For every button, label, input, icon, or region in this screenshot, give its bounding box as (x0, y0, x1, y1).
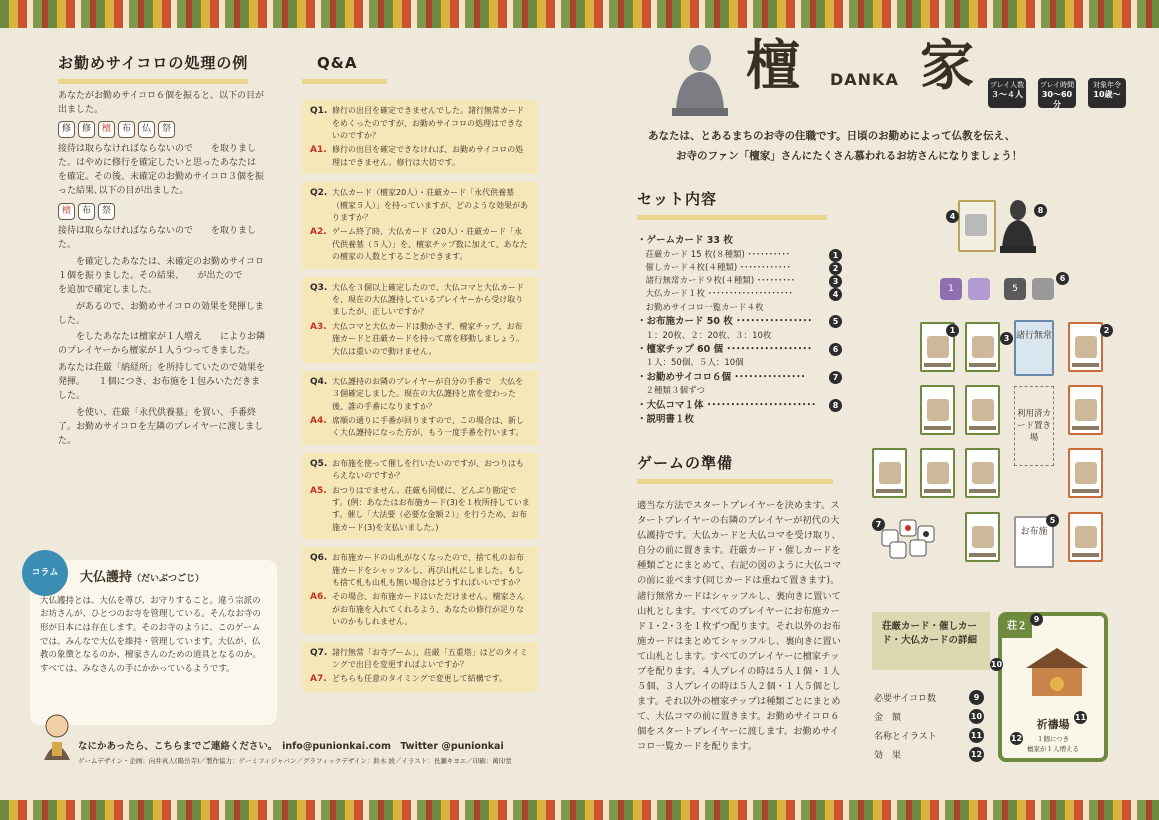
title-char-2: 家 (920, 33, 974, 97)
dice-example-p4: を確定したあなたは、未確定のお勤めサイコロ１個を振りました。その結果、 が出たので を追加で確定しました。 (58, 256, 265, 295)
info-badge-value: 10歳〜 (1093, 89, 1121, 99)
detail-row-label: 金 額 (874, 713, 902, 723)
info-badge (1038, 78, 1076, 108)
column-badge: コラム (22, 550, 68, 596)
set-item-text: １人：50個、５人：10個 (637, 358, 744, 369)
set-item-text: 催しカード４枚(４種類) ････････････ (637, 263, 791, 274)
question-text: 修行の出目を確定できませんでした。諸行無常カードをめくったのですが、お勤めサイコロの処理はできないのですか？ (332, 106, 524, 141)
dice-row-second (58, 203, 268, 220)
moyoshi-card (1068, 448, 1103, 498)
answer-tag: A5. (310, 485, 327, 496)
prep-section (637, 452, 842, 754)
set-contents-section (637, 188, 842, 428)
question-tag: Q2. (310, 188, 328, 199)
question-text: お布施カードの山札がなくなったので、捨て札のお布施カードをシャッフルし、再び山札にしました。もしも捨て札も山札も無い場合はどうすればいいですか？ (332, 553, 524, 587)
qa-question (310, 187, 530, 224)
callout-10: 10 (990, 660, 1003, 669)
dice-face: 祭 (158, 121, 175, 138)
callout-6: 6 (1056, 266, 1069, 285)
question-tag: Q4. (310, 376, 328, 387)
set-item-text: ・檀家チップ 60 個 ･･････････････････ (637, 343, 812, 355)
callout-2: 2 (1100, 318, 1113, 337)
qa-answer (310, 144, 530, 169)
question-tag: Q3. (310, 282, 328, 293)
answer-tag: A1. (310, 145, 327, 156)
gyo-deck: 諸行無常 (1014, 320, 1054, 376)
shogon-card (965, 448, 1000, 498)
detail-row-label: 名称とイラスト (874, 732, 937, 742)
dice-face: 祭 (98, 203, 115, 220)
set-item (637, 234, 842, 249)
answer-text: その場合、お布施カードはいただけません。檀家さんがお布施を入れてくれるよう、あなたの修行が足りないのかもしれません。 (332, 592, 525, 627)
question-text: 大仏を３個以上確定したので、大仏コマと大仏カードを、現在の大仏護持しているプレイヤーから受け取りましたが、正しいですか？ (332, 282, 524, 317)
qa-item (302, 547, 538, 633)
footer-credits: ゲームデザイン・企画：向井真人(陽岳寺)／製作協力：ゲーミフィジャパン／グラフィックデザイン：鈴木 綾／イラスト：長瀬キヨエ／印刷：萬印堂 (78, 757, 512, 765)
qa-question (310, 552, 530, 589)
info-badge-value: ３〜４人 (991, 89, 1023, 99)
answer-tag: A4. (310, 416, 327, 427)
info-badge (988, 78, 1026, 108)
set-item-text: 大仏カード１枚 ････････････････････ (637, 289, 793, 300)
qa-section (302, 52, 538, 700)
set-item (637, 385, 842, 398)
callout-8: 8 (1034, 198, 1047, 217)
detail-row (874, 690, 984, 705)
detail-row-number: 11 (969, 728, 984, 743)
detail-row-number: 12 (969, 747, 984, 762)
detail-row-number: 9 (969, 690, 984, 705)
dice-example-title: お勤めサイコロの処理の例 (58, 52, 248, 84)
set-item (637, 302, 842, 315)
prep-title: ゲームの準備 (637, 452, 833, 484)
question-tag: Q7. (310, 647, 328, 658)
info-badge-label: プレイ時間 (1039, 81, 1075, 89)
qa-answer (310, 673, 530, 687)
intro-line-1: あなたは、とあるまちのお寺の住職です。日頃のお勤めによって仏教を伝え、 (648, 130, 1016, 142)
dice-example-p8: を使い、荘厳「永代供養墓」を買い、手番終了。お勤めサイコロを左隣のプレイヤーに渡しました。 (58, 408, 264, 446)
card-detail-box: 荘厳カード・催しカード・大仏カードの詳細 (872, 612, 990, 670)
moyoshi-card (1068, 512, 1103, 562)
set-item (637, 399, 842, 414)
detail-row (874, 728, 984, 743)
detail-row-label: 効 果 (874, 751, 902, 761)
detail-row-number: 10 (969, 709, 984, 724)
callout-12: 12 (1010, 734, 1023, 743)
dice-face: 布 (118, 121, 135, 138)
answer-text: 修行の出目を確定できなければ、お勤めサイコロの処理はできません。修行は大切です。 (332, 145, 524, 167)
intro-line-2: お寺のファン「檀家」さんにたくさん慕われるお坊さんになりましょう！ (676, 150, 1023, 162)
answer-text: おつりはでません。荘厳も同様に、どんぶり勘定です。(例：あなたはお布施カード(3)を１枚所持しています。催し「大法要（必要な金額２）」を行うため、お布施カード(3)を支払いました。) (332, 485, 530, 532)
card-tag: 荘２ (1002, 616, 1032, 638)
dice-face: 修 (58, 121, 75, 138)
set-item (637, 343, 842, 358)
qa-answer (310, 321, 530, 358)
dice-example-p6: をしたあなたは檀家が１人増え によりお隣のプレイヤーから檀家が１人うつってきました。 (58, 332, 266, 357)
dice-example-p2: 接待は取らなければならないので を取りました。はやめに修行を確定したいと思ったあなたは を確定。その後、未確定のお勤めサイコロ３個を振った結果､以下の目が出ました。 (58, 144, 284, 196)
footer-contact: なにかあったら、こちらまでご連絡ください。 info@punionkai.com Twitter @punionkai (78, 741, 504, 752)
column-title-row (80, 568, 267, 589)
detail-row-label: 必要サイコロ数 (874, 694, 937, 704)
title-char-1: 檀 (746, 33, 800, 97)
question-tag: Q5. (310, 458, 328, 469)
callout-11: 11 (1074, 713, 1087, 722)
set-item (637, 371, 842, 386)
question-text: 大仏護持のお隣のプレイヤーが自分の手番で 大仏を３個確定しました。現在の大仏護持と席を変わった後、誰の手番になりますか？ (332, 376, 524, 411)
column-body: 大仏護持とは、大仏を尊び、お守りすること。違う宗派のお坊さんが、ひとつのお寺を管理している。そんなお寺の形が日本には存在します。そのお寺のように、このゲームでは、みんなで大仏を維持・管理しています。大仏が、仏教の象徴となるのか、檀家さんのための道具となるのか。すべては、みなさんの手にかかっているようです。 (40, 595, 262, 674)
set-item-number: 2 (829, 262, 842, 275)
chip-face-5 (1032, 278, 1054, 300)
set-item-number: 4 (829, 288, 842, 301)
prep-body: 適当な方法でスタートプレイヤーを決めます。スタートプレイヤーの右隣のプレイヤーが初代の大仏護持です。大仏カードと大仏コマを受け取り、自分の前に置きます。荘厳カード・催しカードを種類ごとにまとめて、右記の図のように大仏コマの前に並べます(同じカードは重ねて置きます)。諸行無常カードはシャッフルし、裏向きに置いて山札とします。すべてのプレイヤーにお布施カード１･２･３を１枚ずつ配ります。それ以外のお布施カードはまとめてシャッフルし、裏向きに置いて山札とします。すべてのプレイヤーに檀家チップを配ります。４人プレイの時は５人１個・１人５個、３人プレイの時は５人２個・１人５個とします。それ以外の檀家チップは種類ごとにまとめて、大仏コマの前に置きます。お勤めサイコロ６個をスタートプレイヤーに渡します。お勤めサイコロ一覧カードを配ります。 (637, 500, 842, 752)
answer-tag: A2. (310, 227, 327, 238)
dice-example-p1: あなたがお勤めサイコロ６個を振ると、以下の目が出ました。 (58, 91, 265, 116)
set-item-number: 7 (829, 371, 842, 384)
qa-item (302, 642, 538, 693)
qa-question (310, 376, 530, 413)
question-tag: Q6. (310, 553, 328, 564)
set-item-text: １：20枚、２：20枚、３：10枚 (637, 330, 772, 341)
chip-1: 1 (940, 278, 962, 300)
set-item-number: 1 (829, 249, 842, 262)
dice-example-p7: あなたは荘厳「納経所」を所持していたので効果を発揮。 １個につき、お布施を１包みいただきました。 (58, 363, 266, 402)
set-item-text: ・お勤めサイコロ６個 ･･･････････････ (637, 371, 806, 383)
qa-answer (310, 415, 530, 440)
callout-7: 7 (872, 512, 885, 531)
title-english: DANKA (830, 70, 899, 89)
dice-row-first (58, 121, 268, 138)
set-item-text: ・ゲームカード 33 枚 (637, 235, 733, 247)
answer-text: どちらも任意のタイミングで変更して結構です。 (332, 674, 508, 684)
qa-title: Q&A (302, 52, 387, 84)
dice-example-p3: 接待は取らなければならないので を取りました。 (58, 225, 257, 250)
set-item (637, 413, 842, 428)
column-box (30, 560, 277, 725)
chip-face-1 (968, 278, 990, 300)
column-reading: （だいぶつごじ） (132, 574, 205, 584)
buddha-card (958, 200, 996, 252)
callout-5: 5 (1046, 508, 1059, 527)
set-item-number: 3 (829, 275, 842, 288)
set-contents-title: セット内容 (637, 188, 827, 220)
info-badge (1088, 78, 1126, 108)
qa-question (310, 458, 530, 483)
info-badge-label: 対象年令 (1093, 81, 1121, 89)
set-item (637, 288, 842, 301)
dice-example-section (58, 52, 284, 452)
answer-text: 大仏コマと大仏カードは動かさず、檀家チップ、お布施カードと荘厳カードを持って席を移動しましょう。大仏は重いので動けません。 (332, 321, 524, 356)
question-text: お布施を使って催しを行いたいのですが、おつりはもらえないのですか？ (332, 458, 524, 481)
set-item-text: ・説明書１枚 (637, 414, 695, 426)
ofuse-deck: お布施 (1014, 516, 1054, 568)
shogon-card (872, 448, 907, 498)
set-item-number: 5 (829, 315, 842, 328)
set-item (637, 262, 842, 275)
set-item (637, 275, 842, 288)
monk-mascot-icon (40, 712, 74, 762)
qa-item (302, 371, 538, 445)
callout-3: 3 (1000, 326, 1013, 345)
qa-answer (310, 226, 530, 263)
callout-9: 9 (1030, 607, 1043, 626)
answer-text: 席順の通りに手番が回りますので、この場合は、新しく大仏護持になった方が、もう一度手番を行います。 (332, 416, 524, 438)
set-item (637, 330, 842, 343)
dice-face: 布 (78, 203, 95, 220)
qa-question (310, 647, 530, 672)
question-text: 諸行無常「お寺ブーム」、荘厳「五重塔」はどのタイミングで出目を変更すればよいですか？ (332, 647, 528, 669)
dice-face: 檀 (98, 121, 115, 138)
qa-item (302, 100, 538, 174)
qa-question (310, 282, 530, 319)
answer-tag: A6. (310, 592, 327, 603)
set-item-text: ２種類３個ずつ (637, 386, 706, 397)
dice-face: 修 (78, 121, 95, 138)
card-name: 祈禱場 (1036, 718, 1070, 731)
set-item-number: 8 (829, 399, 842, 412)
qa-item (302, 277, 538, 363)
used-card-pile: 利用済カード置き場 (1014, 386, 1054, 466)
callout-1: 1 (946, 318, 959, 337)
info-badge-value: 30〜60分 (1041, 89, 1073, 109)
set-item (637, 357, 842, 370)
qa-question (310, 105, 530, 142)
moyoshi-card (1068, 385, 1103, 435)
set-item (637, 315, 842, 330)
qa-list (302, 100, 538, 692)
bottom-border-stripe (0, 800, 1159, 820)
detail-row (874, 747, 984, 762)
dice-pile-icon (880, 516, 940, 560)
qa-item (302, 453, 538, 539)
dice-face: 檀 (58, 203, 75, 220)
question-text: 大仏カード（檀家20人）・荘厳カード「永代供養墓（檀家５人）」を持っていますが、どのような効果がありますか？ (332, 188, 528, 222)
shogon-card (920, 448, 955, 498)
game-info-badges (988, 78, 1138, 112)
set-item-text: お勤めサイコロ一覧カード４枚 (637, 302, 764, 313)
shogon-card (920, 385, 955, 435)
dice-face: 仏 (138, 121, 155, 138)
qa-answer (310, 485, 530, 535)
set-item-number: 6 (829, 343, 842, 356)
set-item-text: 諸行無常カード９枚(４種類) ･････････ (637, 276, 796, 287)
detail-row (874, 709, 984, 724)
column-title: 大仏護持 (80, 570, 133, 585)
callout-4: 4 (946, 204, 959, 223)
set-contents-list (637, 234, 842, 428)
shogon-card (965, 385, 1000, 435)
set-item (637, 249, 842, 262)
qa-item (302, 182, 538, 268)
question-tag: Q1. (310, 106, 328, 117)
moyoshi-card (1068, 322, 1103, 372)
top-border-stripe (0, 0, 1159, 28)
chip-5: 5 (1004, 278, 1026, 300)
card-detail-legend (874, 690, 984, 766)
qa-answer (310, 591, 530, 628)
answer-tag: A7. (310, 674, 327, 685)
buddha-piece-icon (998, 198, 1038, 254)
card-effect-2: 檀家が１人増える (1027, 745, 1079, 753)
shogon-card (965, 322, 1000, 372)
answer-tag: A3. (310, 321, 327, 332)
shrine-illustration-icon (1022, 642, 1092, 702)
shogon-card (965, 512, 1000, 562)
setup-diagram (850, 190, 1120, 590)
set-item-text: 荘厳カード 15 枚(８種類) ･･････････ (637, 249, 791, 260)
set-item-text: ・お布施カード 50 枚 ････････････････ (637, 315, 813, 327)
info-badge-label: プレイ人数 (989, 81, 1025, 89)
answer-text: ゲーム終了時、大仏カード（20人）・荘厳カード「永代供養墓（５人）」を、檀家チップ数に加えて、あなたの檀家の人数とすることができます。 (332, 227, 528, 262)
dice-example-p5: があるので、お勤めサイコロの効果を発揮しました。 (58, 301, 264, 326)
set-item-text: ・大仏コマ１体 ･･･････････････････････ (637, 399, 817, 411)
buddha-statue-icon (664, 38, 736, 118)
card-effect-1: １個につき (1036, 735, 1070, 743)
